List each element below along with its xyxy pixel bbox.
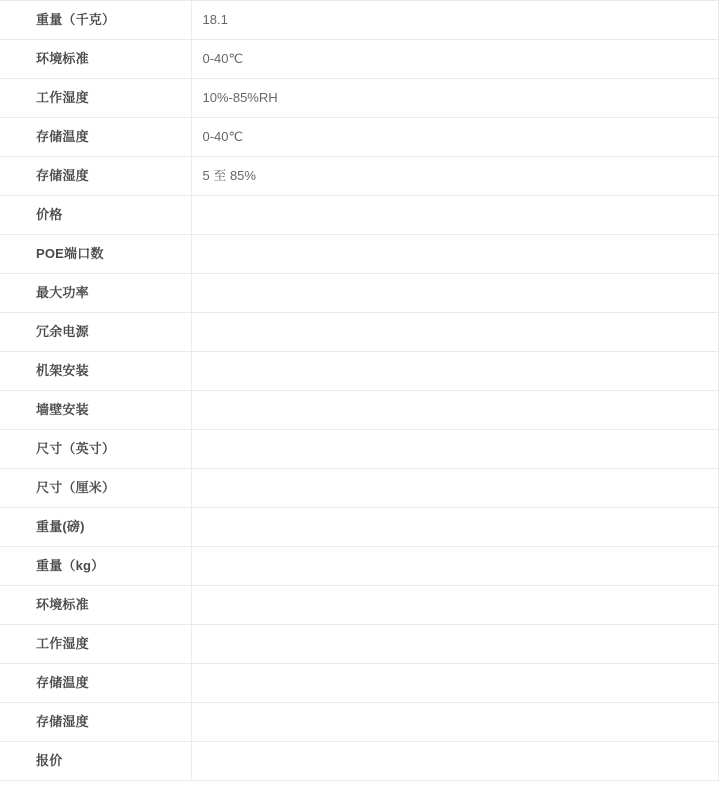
spec-label-cell: 工作湿度 xyxy=(0,625,191,664)
table-row xyxy=(0,586,718,625)
table-row xyxy=(0,118,718,157)
table-row xyxy=(0,235,718,274)
specification-table-body xyxy=(0,1,718,781)
spec-value-cell xyxy=(191,547,718,586)
table-row xyxy=(0,79,718,118)
spec-label-cell: POE端口数 xyxy=(0,235,191,274)
table-row xyxy=(0,547,718,586)
table-row xyxy=(0,508,718,547)
spec-value-cell xyxy=(191,196,718,235)
spec-value-cell xyxy=(191,235,718,274)
table-row xyxy=(0,196,718,235)
spec-label-cell: 墙壁安装 xyxy=(0,391,191,430)
spec-value-cell: 5 至 85% xyxy=(191,157,718,196)
table-row xyxy=(0,391,718,430)
spec-label-cell: 最大功率 xyxy=(0,274,191,313)
spec-label-cell: 尺寸（厘米） xyxy=(0,469,191,508)
spec-value-cell xyxy=(191,586,718,625)
spec-label-cell: 尺寸（英寸） xyxy=(0,430,191,469)
spec-label-cell: 重量（kg） xyxy=(0,547,191,586)
table-row xyxy=(0,274,718,313)
spec-label-cell: 价格 xyxy=(0,196,191,235)
spec-label-cell: 存储温度 xyxy=(0,664,191,703)
spec-value-cell xyxy=(191,508,718,547)
table-row xyxy=(0,703,718,742)
spec-value-cell xyxy=(191,742,718,781)
spec-value-cell xyxy=(191,274,718,313)
spec-label-cell: 存储湿度 xyxy=(0,703,191,742)
spec-label-cell: 报价 xyxy=(0,742,191,781)
table-row xyxy=(0,664,718,703)
spec-value-cell: 0-40℃ xyxy=(191,118,718,157)
spec-value-cell xyxy=(191,430,718,469)
spec-value-cell xyxy=(191,469,718,508)
spec-label-cell: 重量(磅) xyxy=(0,508,191,547)
spec-value-cell: 0-40℃ xyxy=(191,40,718,79)
table-row xyxy=(0,313,718,352)
spec-value-cell xyxy=(191,664,718,703)
spec-label-cell: 工作湿度 xyxy=(0,79,191,118)
table-row xyxy=(0,742,718,781)
spec-value-cell: 18.1 xyxy=(191,1,718,40)
table-row xyxy=(0,469,718,508)
table-row xyxy=(0,40,718,79)
spec-label-cell: 机架安装 xyxy=(0,352,191,391)
table-row xyxy=(0,352,718,391)
spec-label-cell: 环境标准 xyxy=(0,40,191,79)
spec-label-cell: 重量（千克） xyxy=(0,1,191,40)
spec-value-cell xyxy=(191,352,718,391)
table-row xyxy=(0,625,718,664)
spec-value-cell xyxy=(191,703,718,742)
table-row xyxy=(0,430,718,469)
spec-label-cell: 冗余电源 xyxy=(0,313,191,352)
table-row xyxy=(0,157,718,196)
spec-value-cell xyxy=(191,625,718,664)
spec-label-cell: 环境标准 xyxy=(0,586,191,625)
spec-label-cell: 存储湿度 xyxy=(0,157,191,196)
spec-value-cell: 10%-85%RH xyxy=(191,79,718,118)
table-row xyxy=(0,1,718,40)
spec-label-cell: 存储温度 xyxy=(0,118,191,157)
spec-value-cell xyxy=(191,313,718,352)
spec-value-cell xyxy=(191,391,718,430)
